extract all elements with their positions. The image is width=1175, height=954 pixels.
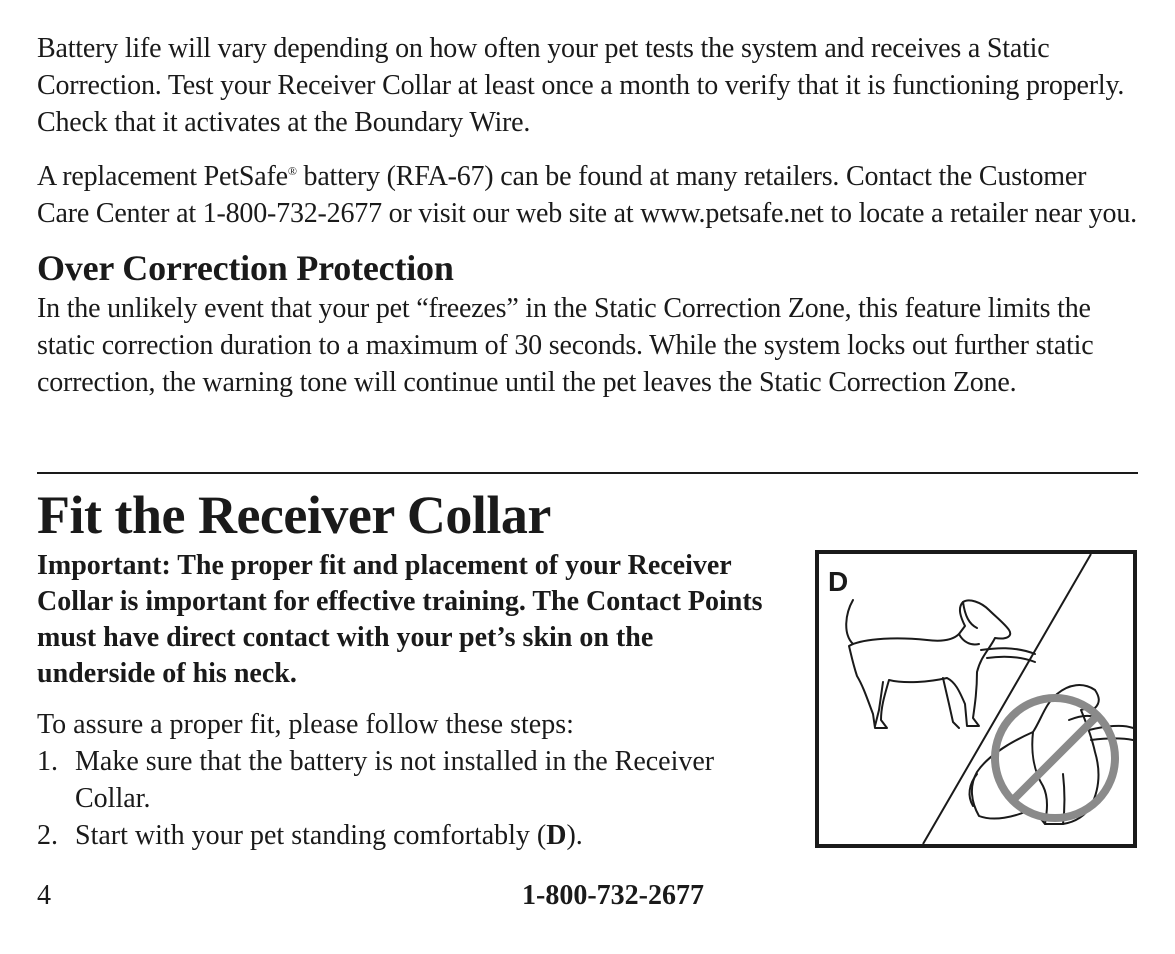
over-correction-heading: Over Correction Protection xyxy=(37,248,454,288)
step-number: 2. xyxy=(37,820,58,851)
battery-life-paragraph: Battery life will vary depending on how often your pet tests the system and receives a Static Correction. Test your Receiver Collar at least once a month to verify that it is functioning properly. Check that it activates at the Boundary Wire. xyxy=(37,33,1125,138)
step-number: 1. xyxy=(37,746,58,777)
fit-collar-heading: Fit the Receiver Collar xyxy=(37,485,551,545)
steps-list xyxy=(37,743,777,854)
figure-label: D xyxy=(828,566,849,597)
step-text: Make sure that the battery is not installed in the Receiver Collar. xyxy=(75,746,715,814)
step-text xyxy=(75,817,777,854)
footer-phone-number: 1-800-732-2677 xyxy=(522,880,704,911)
figure-reference: D xyxy=(546,820,567,851)
step-text-start: Start with your pet standing comfortably ( xyxy=(75,820,547,851)
step-text-end: ). xyxy=(566,820,583,851)
upper-text-block xyxy=(37,30,1137,413)
replacement-text-start: A replacement PetSafe xyxy=(37,161,288,192)
figure-illustration xyxy=(819,554,1133,844)
replacement-text-end: battery (RFA-67) can be found at many retailers. Contact the Customer Care Center at 1-800-732-2677 or visit our web site at www.petsafe.net to locate a retailer near you. xyxy=(37,161,1137,229)
over-correction-paragraph: In the unlikely event that your pet “freezes” in the Static Correction Zone, this feature limits the static correction duration to a maximum of 30 seconds. While the system locks out further static correction, the warning tone will continue until the pet leaves the Static Correction Zone. xyxy=(37,293,1094,398)
step-item xyxy=(37,817,777,854)
step-item xyxy=(37,743,777,817)
steps-intro: To assure a proper fit, please follow these steps: xyxy=(37,709,574,740)
figure-d xyxy=(815,550,1137,848)
replacement-battery-paragraph xyxy=(37,153,1137,232)
registered-mark: ® xyxy=(287,164,297,178)
fit-instructions xyxy=(37,548,777,854)
section-divider xyxy=(37,472,1138,474)
important-note: Important: The proper fit and placement of your Receiver Collar is important for effective training. The Contact Points must have direct contact with your pet’s skin on the underside of his neck. xyxy=(37,550,763,689)
page-number: 4 xyxy=(37,880,51,911)
dog-standing-icon xyxy=(846,600,1035,728)
